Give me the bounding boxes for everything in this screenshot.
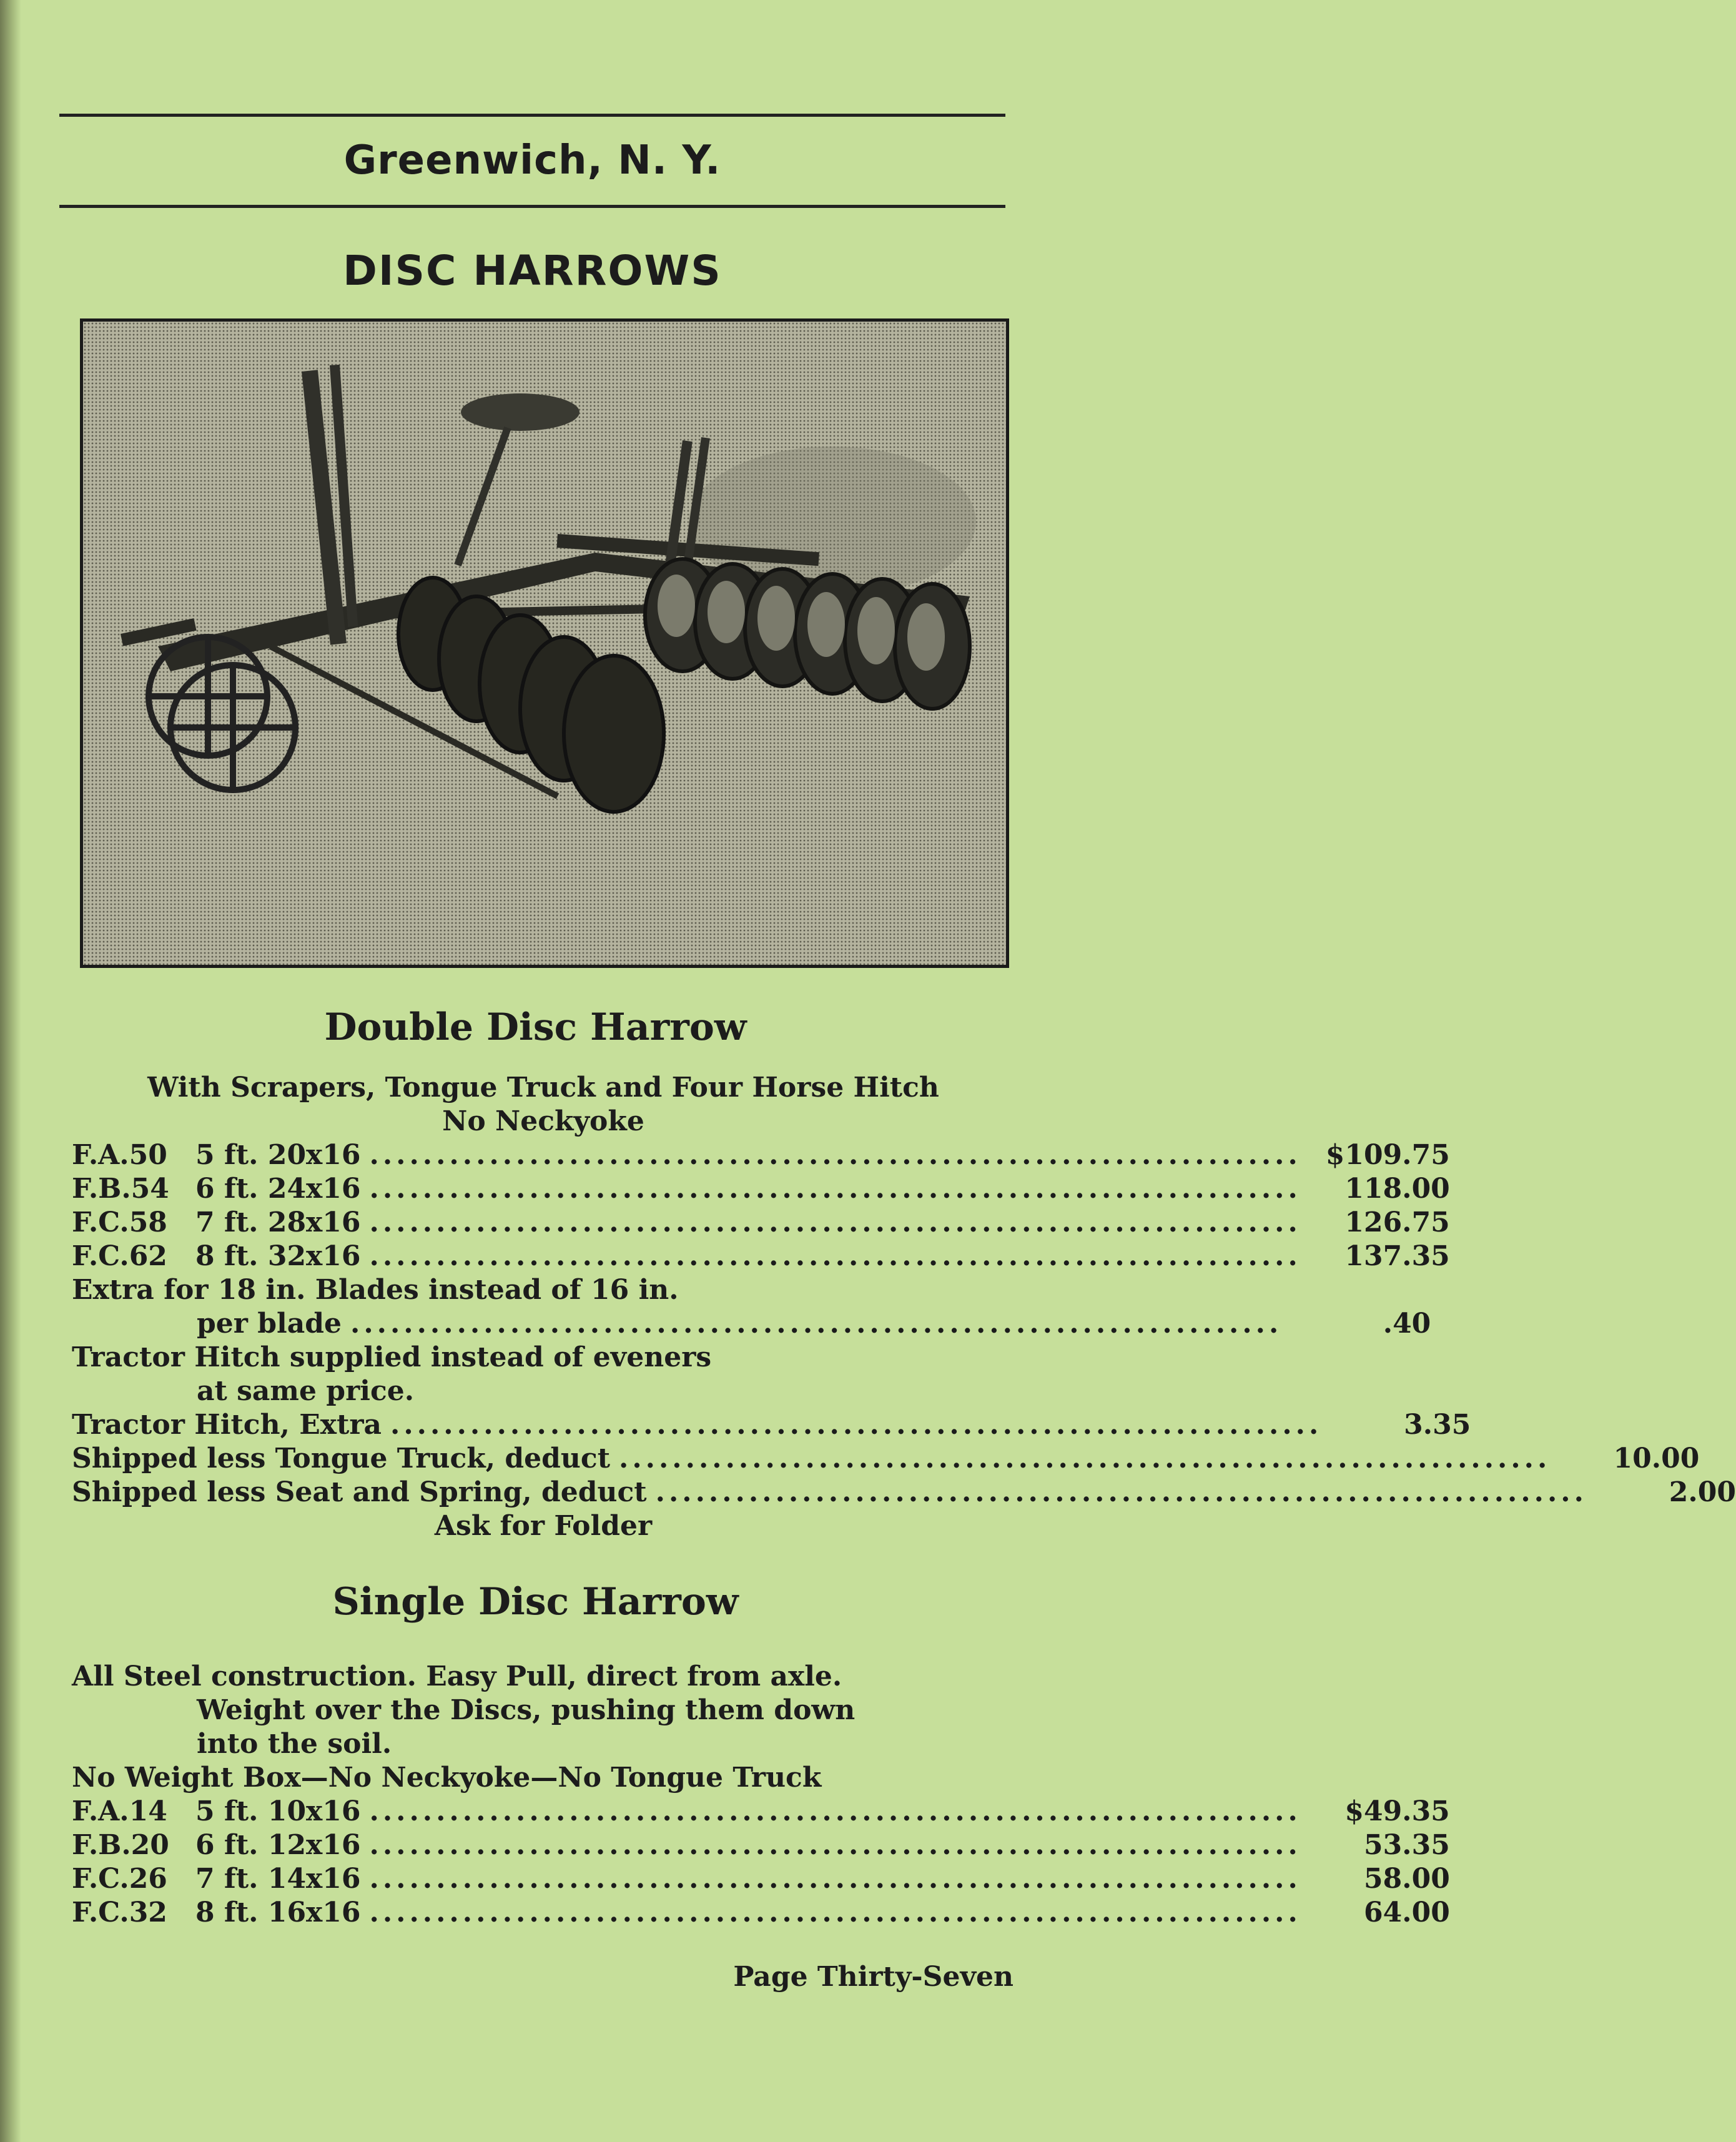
page-number: Page Thirty-Seven <box>733 1961 1013 1993</box>
tractor-extra-price: 3.35 <box>1404 1409 1471 1441</box>
header-bottom-rule <box>59 205 1005 208</box>
item-description: 8 ft. 32x16 <box>195 1240 361 1272</box>
single-disc-section <box>72 1660 1450 1930</box>
price-row <box>72 1829 1450 1862</box>
item-price: 126.75 <box>1344 1207 1450 1238</box>
item-description: 5 ft. 10x16 <box>195 1795 361 1827</box>
double-disc-section <box>72 1071 1736 1543</box>
header-location: Greenwich, N. Y. <box>343 137 721 184</box>
less-tongue-price: 10.00 <box>1613 1443 1700 1474</box>
item-code: F.A.50 <box>72 1139 167 1171</box>
leader-dots: ...................................................................... <box>619 1443 1551 1474</box>
single-disc-desc-line-3: into the soil. <box>197 1728 392 1760</box>
less-seat-price: 2.00 <box>1669 1476 1736 1508</box>
item-description: 7 ft. 14x16 <box>195 1863 361 1895</box>
item-price: 64.00 <box>1364 1897 1450 1928</box>
leader-dots: ...................................................................... <box>369 1897 1301 1928</box>
item-description: 7 ft. 28x16 <box>195 1207 361 1238</box>
leader-dots: ...................................................................... <box>655 1476 1587 1508</box>
item-price: 53.35 <box>1364 1829 1450 1861</box>
item-code: F.A.14 <box>72 1795 167 1827</box>
tractor-extra-label: Tractor Hitch, Extra <box>72 1409 382 1441</box>
item-description: 8 ft. 16x16 <box>195 1897 361 1928</box>
harrow-illustration <box>83 322 1006 965</box>
price-row <box>72 1206 1450 1240</box>
item-description: 6 ft. 24x16 <box>195 1173 361 1205</box>
item-code: F.C.62 <box>72 1240 167 1272</box>
price-row <box>72 1172 1450 1206</box>
extra-blades-label: per blade <box>197 1308 342 1340</box>
leader-dots: ...................................................................... <box>350 1308 1283 1340</box>
page-binding-shadow <box>0 0 21 2142</box>
price-row <box>72 1240 1450 1273</box>
single-disc-spec-line: No Weight Box—No Neckyoke—No Tongue Truck <box>72 1762 822 1794</box>
section-title: DISC HARROWS <box>343 247 722 295</box>
double-disc-intro-line-2: No Neckyoke <box>442 1105 644 1137</box>
less-seat-row <box>72 1476 1736 1509</box>
leader-dots: ...................................................................... <box>369 1795 1301 1827</box>
item-code: F.B.20 <box>72 1829 169 1861</box>
price-row <box>72 1138 1450 1172</box>
folder-note: Ask for Folder <box>434 1510 653 1542</box>
leader-dots: ...................................................................... <box>369 1829 1301 1861</box>
harrow-photo <box>80 318 1009 968</box>
header-top-rule <box>59 114 1005 117</box>
single-disc-title: Single Disc Harrow <box>332 1580 739 1624</box>
leader-dots: ...................................................................... <box>369 1863 1301 1895</box>
tractor-note-line-2: at same price. <box>197 1375 415 1407</box>
item-code: F.C.32 <box>72 1897 167 1928</box>
item-price: $49.35 <box>1344 1795 1450 1827</box>
less-tongue-row <box>72 1442 1700 1476</box>
item-price: 118.00 <box>1344 1173 1450 1205</box>
tractor-extra-row <box>72 1408 1471 1442</box>
leader-dots: ...................................................................... <box>369 1173 1301 1205</box>
item-code: F.C.26 <box>72 1863 167 1895</box>
single-disc-desc-line-2: Weight over the Discs, pushing them down <box>197 1694 856 1726</box>
tractor-note-line-1: Tractor Hitch supplied instead of eveners <box>72 1341 712 1373</box>
price-row <box>72 1795 1450 1829</box>
item-price: 58.00 <box>1364 1863 1450 1895</box>
leader-dots: ...................................................................... <box>390 1409 1323 1441</box>
price-row <box>72 1896 1450 1930</box>
price-row <box>72 1862 1450 1896</box>
extra-blades-line-1: Extra for 18 in. Blades instead of 16 in. <box>72 1274 679 1306</box>
less-seat-label: Shipped less Seat and Spring, deduct <box>72 1476 647 1508</box>
item-price: $109.75 <box>1325 1139 1450 1171</box>
item-code: F.C.58 <box>72 1207 167 1238</box>
leader-dots: ...................................................................... <box>369 1139 1301 1171</box>
leader-dots: ...................................................................... <box>369 1240 1301 1272</box>
item-price: 137.35 <box>1344 1240 1450 1272</box>
item-description: 5 ft. 20x16 <box>195 1139 361 1171</box>
less-tongue-label: Shipped less Tongue Truck, deduct <box>72 1443 611 1474</box>
single-disc-desc-line-1: All Steel construction. Easy Pull, direct from axle. <box>72 1661 842 1692</box>
double-disc-intro-line-1: With Scrapers, Tongue Truck and Four Horse Hitch <box>147 1072 939 1103</box>
leader-dots: ...................................................................... <box>369 1207 1301 1238</box>
extra-blades-price: .40 <box>1383 1308 1431 1340</box>
item-code: F.B.54 <box>72 1173 169 1205</box>
item-description: 6 ft. 12x16 <box>195 1829 361 1861</box>
double-disc-title: Double Disc Harrow <box>324 1005 747 1049</box>
extra-blades-row <box>72 1307 1431 1341</box>
